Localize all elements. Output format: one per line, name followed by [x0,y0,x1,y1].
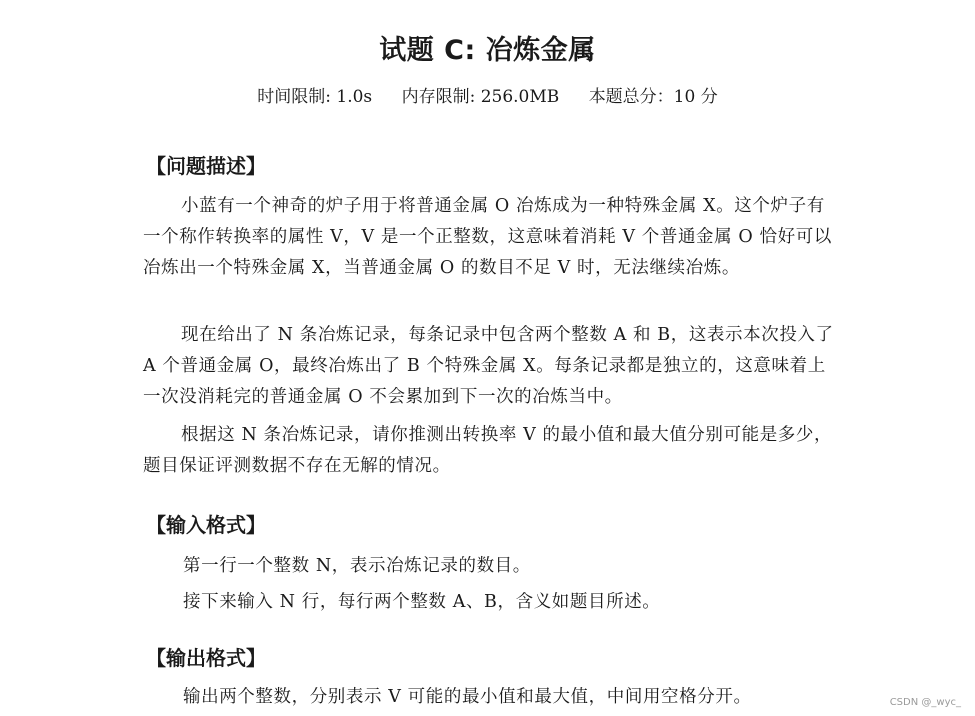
description-paragraph: 小蓝有一个神奇的炉子用于将普通金属 O 冶炼成为一种特殊金属 X。这个炉子有一个称作转换率的属性 V，V 是一个正整数，这意味着消耗 V 个普通金属 O 恰好可以冶炼出一个特殊金属 X，当普通金属 O 的数目不足 V 时，无法继续冶炼。 [143,196,832,278]
description-paragraph: 根据这 N 条冶炼记录，请你推测出转换率 V 的最小值和最大值分别可能是多少，题目保证评测数据不存在无解的情况。 [143,425,833,476]
output-line: 输出两个整数，分别表示 V 可能的最小值和最大值，中间用空格分开。 [183,687,752,707]
input-line: 第一行一个整数 N，表示冶炼记录的数目。 [183,556,531,576]
total-score: 本题总分：10 分 [588,87,718,107]
input-heading: 【输入格式】 [146,513,266,537]
watermark: CSDN @_wyc_ [889,697,961,708]
description-paragraph: 现在给出了 N 条冶炼记录，每条记录中包含两个整数 A 和 B，这表示本次投入了 A 个普通金属 O，最终冶炼出了 B 个特殊金属 X。每条记录都是独立的，这意味着上一次没消耗完的普通金属 O 不会累加到下一次的冶炼当中。 [143,325,834,407]
description-heading: 【问题描述】 [146,154,266,178]
page-title: 试题 C: 冶炼金属 [379,35,596,66]
input-line: 接下来输入 N 行，每行两个整数 A、B，含义如题目所述。 [183,592,661,612]
memory-limit: 内存限制: 256.0MB [401,87,560,107]
limits-line [0,82,975,107]
time-limit: 时间限制: 1.0s [257,87,373,107]
output-heading: 【输出格式】 [146,646,266,670]
